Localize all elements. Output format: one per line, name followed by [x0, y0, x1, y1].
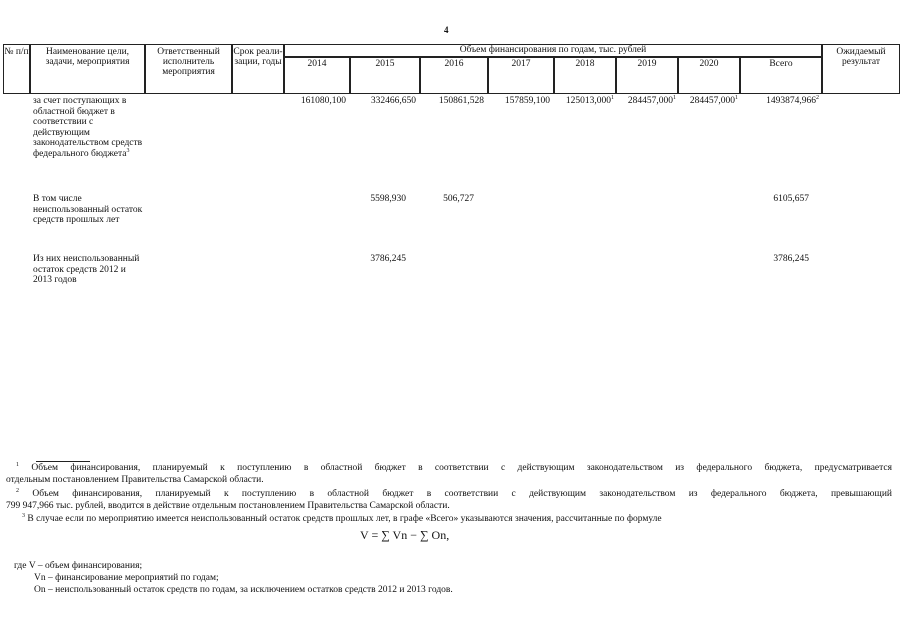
row-unused-2016 — [443, 194, 474, 204]
header-result — [822, 44, 900, 94]
row-unused-2015-text: 5598,930 — [370, 194, 406, 204]
header-total-text: Всего — [769, 59, 793, 69]
header-year-2016 — [420, 57, 488, 94]
header-year-2019 — [616, 57, 678, 94]
row-unused-2012-2013-text: Из них неиспользованный остаток средств 2012 и 2013 годов — [33, 254, 140, 285]
row-unused-2012-2013-label — [33, 254, 143, 286]
row-unused-2012-2013-total — [773, 254, 809, 264]
header-num-text: № п/п — [4, 47, 29, 57]
row-unused-total-text: 6105,657 — [773, 194, 809, 204]
row-federal-2018 — [566, 96, 614, 106]
row-federal-total-sup: 2 — [816, 94, 819, 101]
footnote-3 — [22, 514, 662, 526]
row-unused-2012-2013-2015 — [370, 254, 406, 264]
row-federal-label — [33, 96, 143, 159]
row-federal-2019 — [628, 96, 676, 106]
row-federal-total — [766, 96, 819, 106]
header-year-2018 — [554, 57, 616, 94]
row-federal-2017-text: 157859,100 — [504, 96, 550, 106]
where-v — [14, 561, 142, 573]
header-term-text: Срок реали-зации, годы — [233, 47, 283, 67]
row-federal-2020-sup: 1 — [735, 94, 738, 101]
row-federal-2018-sup: 1 — [611, 94, 614, 101]
header-funding — [284, 44, 822, 57]
footnote-2-text: Объем финансирования, планируемый к поступлению в областной бюджет в соответствии с действующим законодательством из федерального бюджета, превышающий — [32, 489, 892, 499]
row-federal-2014-text: 161080,100 — [300, 96, 346, 106]
header-term — [232, 44, 284, 94]
footnote-1-text: Объем финансирования, планируемый к поступлению в областной бюджет в соответствии с действующим законодательством из федерального бюджета, предусматривается — [31, 463, 893, 473]
row-federal-text: за счет поступающих в областной бюджет в соответствии с действующим законодательством средств федерального бюджета — [33, 96, 143, 159]
header-funding-text: Объем финансирования по годам, тыс. рублей — [459, 45, 647, 55]
page-number: 4 — [444, 25, 449, 35]
funding-formula — [360, 528, 449, 543]
header-year-2020 — [678, 57, 740, 94]
footnote-separator — [36, 461, 90, 462]
footnote-3-mark: 3 — [22, 512, 25, 519]
footnote-2 — [16, 489, 892, 501]
row-federal-2018-text: 125013,000 — [565, 96, 611, 106]
funding-formula-text: V = ∑ Vn − ∑ On, — [360, 528, 450, 542]
footnote-2-cont — [6, 501, 450, 513]
footnote-1-cont-text: отдельным постановлением Правительства Самарской области. — [6, 475, 264, 485]
header-total — [740, 57, 822, 94]
header-result-text: Ожидаемый результат — [836, 47, 886, 67]
header-executor-text: Ответственный исполнитель мероприятия — [157, 47, 220, 77]
row-unused-label — [33, 194, 143, 226]
row-federal-2019-text: 284457,000 — [627, 96, 673, 106]
footnote-1 — [16, 463, 892, 475]
footnote-3-text: В случае если по мероприятию имеется неиспользованный остаток средств прошлых лет, в графе «Всего» указываются значения, рассчитанные по формуле — [27, 514, 662, 524]
header-year-2014 — [284, 57, 350, 94]
header-year-2018-text: 2018 — [575, 59, 595, 69]
header-num — [3, 44, 30, 94]
row-federal-2020 — [690, 96, 738, 106]
row-federal-2015 — [371, 96, 416, 106]
row-federal-2014 — [301, 96, 346, 106]
header-year-2020-text: 2020 — [699, 59, 719, 69]
header-year-2019-text: 2019 — [637, 59, 657, 69]
row-unused-2012-2013-2015-text: 3786,245 — [370, 254, 406, 264]
row-federal-sup: 3 — [126, 147, 130, 154]
row-federal-total-text: 1493874,966 — [766, 96, 816, 106]
header-year-2016-text: 2016 — [444, 59, 464, 69]
row-unused-2016-text: 506,727 — [443, 194, 474, 204]
header-name — [30, 44, 145, 94]
row-unused-2012-2013-total-text: 3786,245 — [773, 254, 809, 264]
row-federal-2017 — [505, 96, 550, 106]
row-federal-2016-text: 150861,528 — [438, 96, 484, 106]
where-on — [34, 585, 453, 597]
where-on-text: On – неиспользованный остаток средств по годам, за исключением остатков средств 2012 и 2013 годов. — [34, 585, 453, 595]
header-executor — [145, 44, 232, 94]
footnote-1-cont — [6, 475, 264, 487]
footnote-2-cont-text: 799 947,966 тыс. рублей, вводится в действие отдельным постановлением Правительства Самарской области. — [6, 501, 450, 511]
header-name-text: Наименование цели, задачи, мероприятия — [45, 47, 130, 67]
header-year-2017 — [488, 57, 554, 94]
row-unused-total — [773, 194, 809, 204]
where-vn — [34, 573, 219, 585]
row-federal-2016 — [439, 96, 484, 106]
footnote-1-mark: 1 — [16, 461, 19, 468]
row-federal-2015-text: 332466,650 — [370, 96, 416, 106]
footnote-2-mark: 2 — [16, 487, 19, 494]
header-year-2014-text: 2014 — [307, 59, 327, 69]
row-unused-2015 — [370, 194, 406, 204]
row-unused-text: В том числе неиспользованный остаток средств прошлых лет — [33, 194, 143, 225]
where-vn-text: Vn – финансирование мероприятий по годам; — [34, 573, 219, 583]
row-federal-2020-text: 284457,000 — [689, 96, 735, 106]
where-v-text: где V – объем финансирования; — [14, 561, 143, 571]
header-year-2017-text: 2017 — [511, 59, 531, 69]
header-year-2015 — [350, 57, 420, 94]
header-year-2015-text: 2015 — [375, 59, 395, 69]
row-federal-2019-sup: 1 — [673, 94, 676, 101]
